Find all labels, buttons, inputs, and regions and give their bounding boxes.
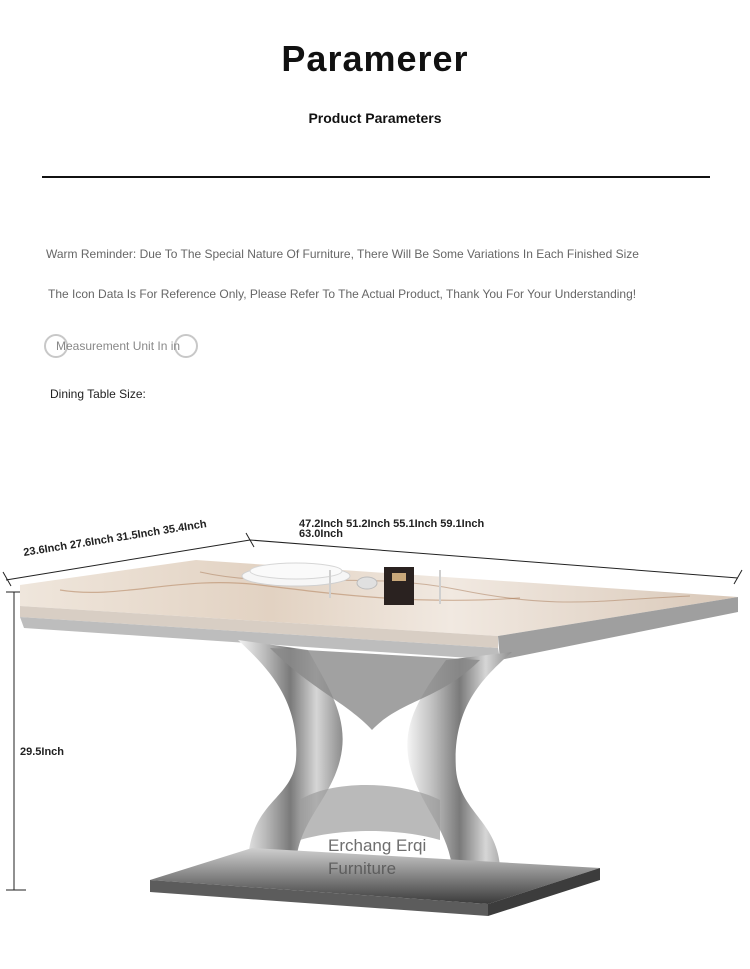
measurement-unit-label: Measurement Unit In in	[56, 339, 181, 353]
table-product-image	[0, 440, 750, 969]
length-dimension-label: 47.2Inch 51.2Inch 55.1Inch 59.1Inch	[299, 518, 485, 530]
measurement-unit	[44, 334, 204, 358]
depth-dimension-label: 23.6Inch 27.6Inch 31.5Inch 35.4Inch	[22, 518, 208, 559]
page-title: Paramerer	[281, 38, 469, 79]
brand-watermark-line2: Furniture	[328, 859, 397, 878]
divider	[42, 176, 710, 178]
dining-table-size-label: Dining Table Size:	[50, 387, 146, 401]
marble-table-top	[20, 560, 738, 660]
warm-reminder-text: Warm Reminder: Due To The Special Nature Of Furniture, There Will Be Some Variations In Each Finished Size	[46, 247, 639, 261]
length-dimension-label-2: 63.0Inch	[299, 528, 344, 540]
reference-note-text: The Icon Data Is For Reference Only, Please Refer To The Actual Product, Thank You For Your Understanding!	[48, 287, 637, 301]
steel-pedestal	[238, 640, 512, 866]
page-subtitle: Product Parameters	[308, 110, 442, 126]
height-dimension-label: 29.5Inch	[20, 746, 65, 758]
brand-watermark-line1: Erchang Erqi	[328, 836, 427, 855]
